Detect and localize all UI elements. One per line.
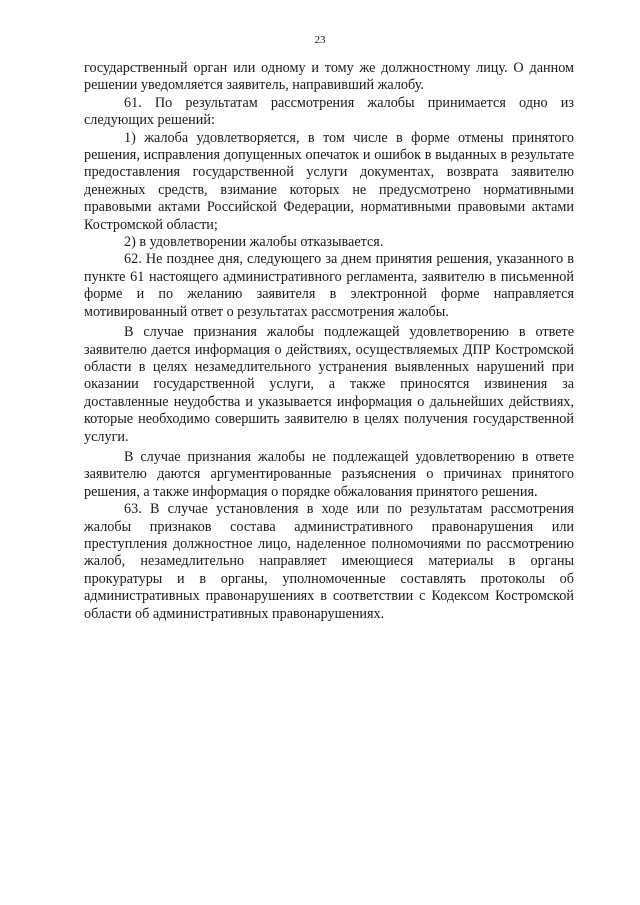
paragraph-decision-1: 1) жалоба удовлетворяется, в том числе в форме отмены принятого решения, исправления допущенных опечаток и ошибок в выданных в результате предоставления государственной услуги документах, возврата заявителю денежных средств, взимание которых не предусмотрено нормативными правовыми актами Российской Федерации, нормативными правовыми актами Костромской области; <box>84 129 574 233</box>
paragraph-continuation: государственный орган или одному и тому же должностному лицу. О данном решении уведомляется заявитель, направивший жалобу. <box>84 60 574 94</box>
paragraph-item-62: 62. Не позднее дня, следующего за днем принятия решения, указанного в пункте 61 настоящего административного регламента, заявителю в письменной форме и по желанию заявителя в электронной форме направляется мотивированный ответ о результатах рассмотрения жалобы. <box>84 251 574 320</box>
paragraph-item-63: 63. В случае установления в ходе или по результатам рассмотрения жалобы признаков состава административного правонарушения или преступления должностное лицо, наделенное полномочиями по рассмотрению жалоб, незамедлительно направляет имеющиеся материалы в органы прокуратуры и в органы, уполномоченные составлять протоколы об административных правонарушениях в соответствии с Кодексом Костромской области об административных правонарушениях. <box>84 501 574 622</box>
paragraph-complaint-satisfied: В случае признания жалобы подлежащей удовлетворению в ответе заявителю дается информация о действиях, осуществляемых ДПР Костромской области в целях незамедлительного устранения выявленных нарушений при оказании государственной услуги, а также приносятся извинения за доставленные неудобства и указывается информация о дальнейших действиях, которые необходимо совершить заявителю в целях получения государственной услуги. <box>84 324 574 445</box>
paragraph-item-61: 61. По результатам рассмотрения жалобы принимается одно из следующих решений: <box>84 94 574 129</box>
paragraph-decision-2: 2) в удовлетворении жалобы отказывается. <box>124 234 384 251</box>
paragraph-complaint-rejected: В случае признания жалобы не подлежащей удовлетворению в ответе заявителю даются аргументированные разъяснения о причинах принятого решения, а также информация о порядке обжалования принятого решения. <box>84 448 574 500</box>
page-number: 23 <box>314 34 326 46</box>
document-body <box>84 60 574 623</box>
